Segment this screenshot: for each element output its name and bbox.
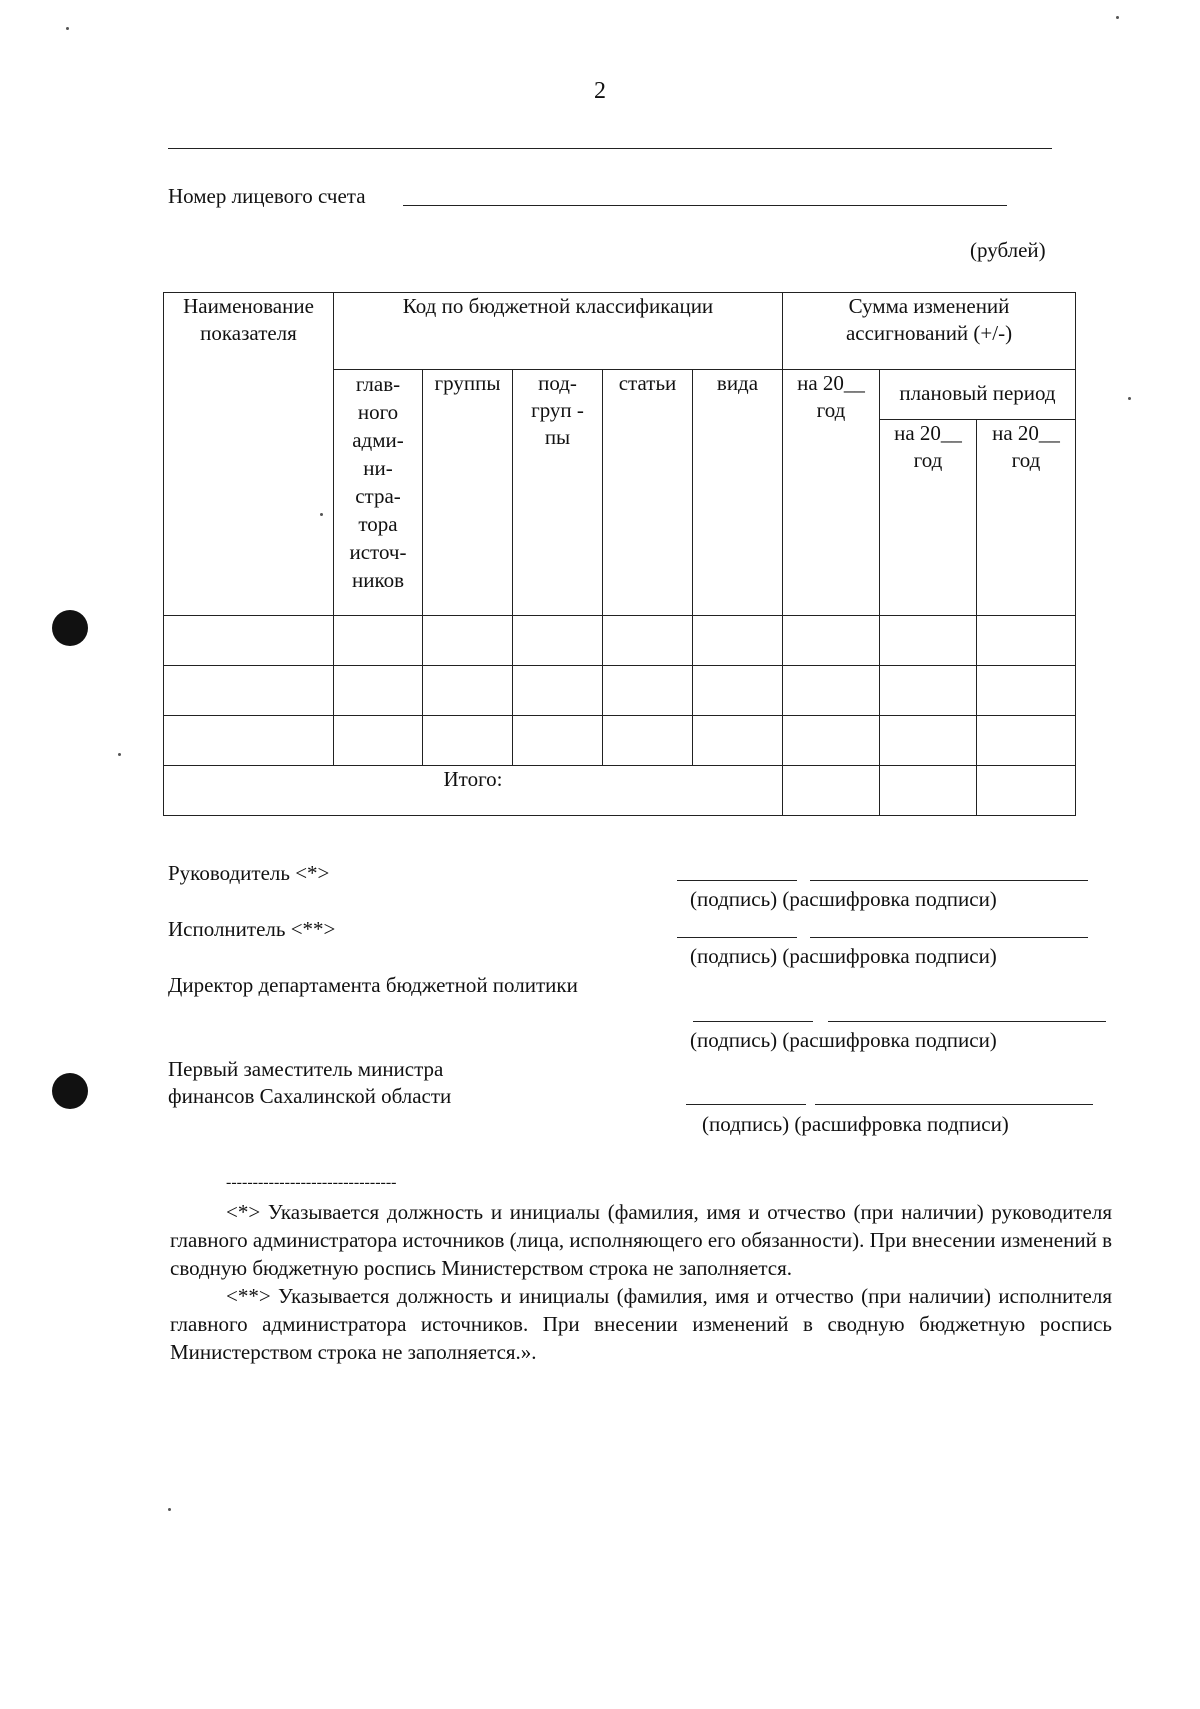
table-row [164, 666, 1076, 716]
table-cell[interactable] [423, 716, 513, 766]
scan-speck [320, 513, 323, 516]
table-cell[interactable] [783, 666, 880, 716]
table-cell[interactable] [880, 616, 977, 666]
footnotes-block [170, 1198, 1112, 1366]
table-row [164, 616, 1076, 666]
sig-head-signature-line[interactable] [677, 880, 797, 881]
table-cell[interactable] [334, 666, 423, 716]
table-cell[interactable] [693, 716, 783, 766]
header-code-administrator: глав- ного адми- ни- стра- тора источ- ников [334, 370, 423, 616]
header-indicator-name: Наименование показателя [164, 293, 334, 616]
header-code-article: статьи [603, 370, 693, 616]
total-cell-plan-2[interactable] [977, 766, 1076, 816]
table-cell[interactable] [164, 666, 334, 716]
account-label: Номер лицевого счета [168, 184, 366, 208]
header-year-current: на 20__ год [783, 370, 880, 616]
table-cell[interactable] [164, 716, 334, 766]
table-cell[interactable] [334, 616, 423, 666]
total-row [164, 766, 1076, 816]
table-cell[interactable] [977, 666, 1076, 716]
sig-director-name-line[interactable] [828, 1021, 1106, 1022]
account-number-field[interactable] [403, 205, 1007, 206]
sig-deputy-name-line[interactable] [815, 1104, 1093, 1105]
table-cell[interactable] [164, 616, 334, 666]
total-cell-current[interactable] [783, 766, 880, 816]
table-cell[interactable] [603, 716, 693, 766]
table-cell[interactable] [513, 616, 603, 666]
punch-hole [52, 1073, 88, 1109]
sig-head-label: Руководитель <*> [168, 861, 330, 885]
sig-director-signature-line[interactable] [693, 1021, 813, 1022]
header-plan-period: плановый период [880, 370, 1076, 420]
table-cell[interactable] [977, 616, 1076, 666]
header-code-kind: вида [693, 370, 783, 616]
table-cell[interactable] [880, 716, 977, 766]
sig-executor-name-line[interactable] [810, 937, 1088, 938]
table-cell[interactable] [880, 666, 977, 716]
sig-deputy-label-line1: Первый заместитель министра [168, 1057, 444, 1081]
header-plan-year-1: на 20__ год [880, 420, 977, 616]
table-cell[interactable] [783, 616, 880, 666]
total-cell-plan-1[interactable] [880, 766, 977, 816]
total-label: Итого: [164, 766, 783, 816]
sig-head-name-line[interactable] [810, 880, 1088, 881]
table-cell[interactable] [423, 616, 513, 666]
sig-director-label: Директор департамента бюджетной политики [168, 973, 578, 997]
punch-hole [52, 610, 88, 646]
header-budget-code: Код по бюджетной классификации [334, 293, 783, 370]
table-cell[interactable] [334, 716, 423, 766]
sig-deputy-caption: (подпись) (расшифровка подписи) [702, 1112, 1009, 1136]
table-cell[interactable] [977, 716, 1076, 766]
units-label: (рублей) [970, 238, 1046, 262]
scan-speck [1128, 397, 1131, 400]
table-cell[interactable] [423, 666, 513, 716]
scan-speck [66, 27, 69, 30]
sig-executor-signature-line[interactable] [677, 937, 797, 938]
table-cell[interactable] [603, 616, 693, 666]
table-cell[interactable] [513, 716, 603, 766]
scan-speck [168, 1508, 171, 1511]
table-cell[interactable] [693, 666, 783, 716]
sig-deputy-signature-line[interactable] [686, 1104, 806, 1105]
table-cell[interactable] [783, 716, 880, 766]
sig-executor-caption: (подпись) (расшифровка подписи) [690, 944, 997, 968]
footnote-separator: -------------------------------- [226, 1174, 397, 1191]
footnote-2: <**> Указывается должность и инициалы (фамилия, имя и отчество (при наличии) исполнителя главного администратора источников. При внесении изменений в сводную бюджетную роспись Министерством строка не заполняется.». [170, 1284, 1112, 1364]
assignment-changes-table [163, 292, 1076, 816]
table-row [164, 716, 1076, 766]
sig-deputy-label-line2: финансов Сахалинской области [168, 1084, 452, 1108]
sig-head-caption: (подпись) (расшифровка подписи) [690, 887, 997, 911]
table-cell[interactable] [603, 666, 693, 716]
header-plan-year-2: на 20__ год [977, 420, 1076, 616]
footnote-1: <*> Указывается должность и инициалы (фамилия, имя и отчество (при наличии) руководителя главного администратора источников (лица, исполняющего его обязанности). При внесении изменений в сводную бюджетную роспись Министерством строка не заполняется. [170, 1200, 1112, 1280]
header-code-subgroup: под- груп - пы [513, 370, 603, 616]
sig-executor-label: Исполнитель <**> [168, 917, 336, 941]
top-rule [168, 148, 1052, 149]
table-cell[interactable] [513, 666, 603, 716]
scan-speck [118, 753, 121, 756]
page-number: 2 [594, 78, 606, 104]
table-cell[interactable] [693, 616, 783, 666]
sig-director-caption: (подпись) (расшифровка подписи) [690, 1028, 997, 1052]
scan-speck [1116, 16, 1119, 19]
header-code-group: группы [423, 370, 513, 616]
header-sum-changes: Сумма изменений ассигнований (+/-) [783, 293, 1076, 370]
